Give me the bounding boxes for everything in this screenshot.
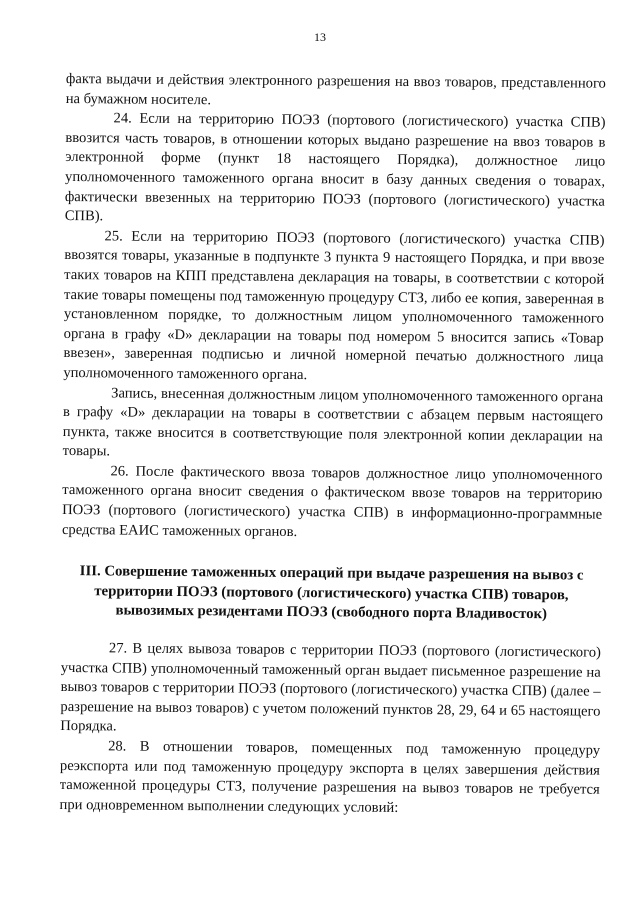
paragraph-26: 26. После фактического ввоза товаров должностное лицо уполномоченного таможенного органа вносит сведения о фактическом ввозе товаров на территорию ПОЭЗ (портового (логистического) участка СПВ) в информационно-программные средства ЕАИС таможенных органов. bbox=[61, 463, 603, 540]
section-heading: III. Совершение таможенных операций при выдаче разрешения на вывоз с территории ПОЭЗ (портового (логистического) участка СПВ) товаров, вывозимых резидентами ПОЭЗ (свободного порта Владивосток) bbox=[79, 563, 584, 623]
paragraph-27: 27. В целях вывоза товаров с территории ПОЭЗ (портового (логистического) участка СПВ) уполномоченный таможенный орган выдает письменное разрешение на вывоз товаров с территории ПОЭЗ (портового (логистического) участка СПВ) (далее – разрешение на вывоз товаров) с учетом положений пунктов 28, 29, 64 и 65 настоящего Порядка. bbox=[60, 640, 602, 735]
paragraph-25-second: Запись, внесенная должностным лицом уполномоченного таможенного органа в графу «D» декларации на товары в соответствии с абзацем первым настоящего пункта, также вносится в соответствующие поля электронной копии декларации на товары. bbox=[62, 384, 604, 460]
paragraph-24: 24. Если на территорию ПОЭЗ (портового (логистического) участка СПВ) ввозится часть товаров, в отношении которых выдано разрешение на ввоз товаров в электронной форме (пункт 18 настоящего Порядка), должностное лицо уполномоченного таможенного органа вносит в базу данных сведения о товарах, фактически ввезенных на территорию ПОЭЗ (портового (логистического) участка СПВ). bbox=[64, 110, 606, 225]
paragraph-28: 28. В отношении товаров, помещенных под таможенную процедуру реэкспорта или под таможенную процедуру экспорта в целях завершения действия таможенной процедуры СТЗ, получение разрешения на вывоз товаров не требуется при одновременном выполнении следующих условий: bbox=[59, 738, 601, 816]
page-number: 13 bbox=[314, 30, 326, 44]
document-body bbox=[59, 70, 605, 820]
paragraph-continuation: факта выдачи и действия электронного разрешения на ввоз товаров, представленного на бумажном носителе. bbox=[65, 70, 606, 108]
paragraph-25: 25. Если на территорию ПОЭЗ (портового (логистического) участка СПВ) ввозятся товары, указанные в подпункте 3 пункта 9 настоящего Порядка, и при ввозе таких товаров на КПП представлена декларация на товары, в соответствии с которой такие товары помещены под таможенную процедуру СТЗ, либо ее копия, заверенная в установленном порядке, то должностным лицом уполномоченного таможенного органа в графу «D» декларации на товары под номером 5 вносится запись «Товар ввезен», заверенная подписью и личной номерной печатью должностного лица уполномоченного таможенного органа. bbox=[63, 228, 605, 384]
